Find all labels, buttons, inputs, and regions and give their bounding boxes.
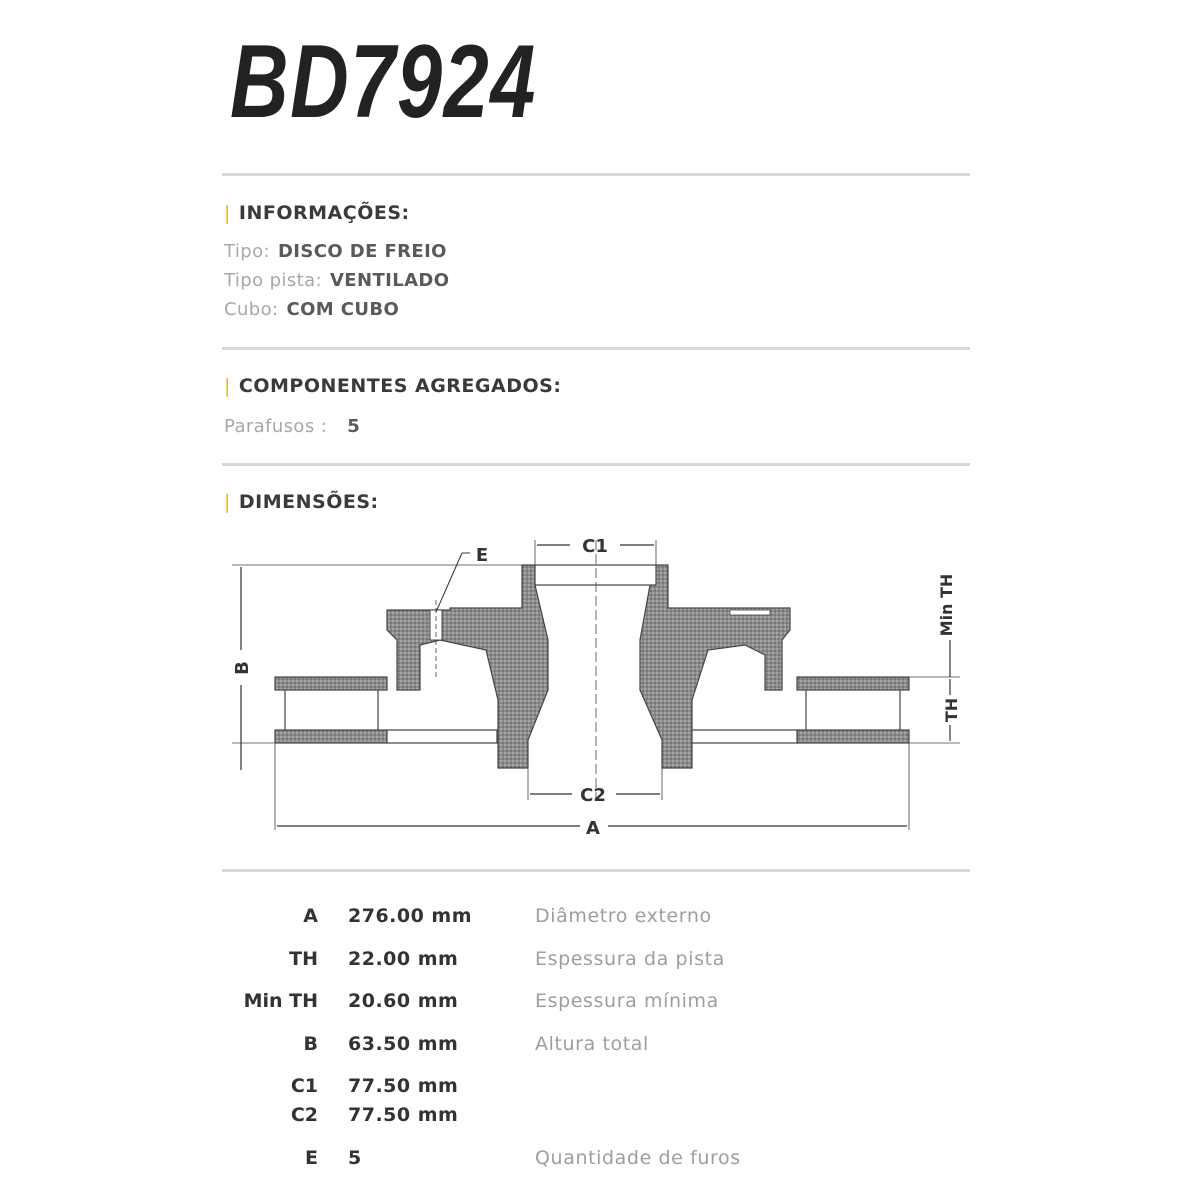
dim-key: Min TH [243, 990, 318, 1012]
info-value: COM CUBO [286, 299, 400, 320]
info-row-cubo [224, 299, 399, 320]
dim-key: C2 [290, 1104, 318, 1126]
dim-value: 63.50 mm [348, 1033, 459, 1055]
dim-desc: Quantidade de furos [535, 1147, 741, 1169]
dim-key: E [305, 1147, 318, 1169]
divider [222, 173, 970, 176]
divider [222, 463, 970, 466]
divider [222, 869, 970, 872]
components-value: 5 [347, 416, 361, 437]
info-label: Tipo pista: [224, 270, 322, 291]
brake-disc-diagram [222, 530, 970, 850]
info-value: DISCO DE FREIO [277, 241, 447, 262]
left-top-plate [275, 677, 387, 690]
label-b: B [232, 661, 253, 675]
divider [222, 347, 970, 350]
info-row-tipo [224, 241, 447, 262]
dimensions-heading: | DIMENSÕES: [224, 491, 379, 513]
label-e: E [475, 545, 489, 566]
dim-key: A [303, 905, 318, 927]
dim-value: 22.00 mm [348, 948, 459, 970]
components-heading: | COMPONENTES AGREGADOS: [224, 375, 562, 397]
label-c1: C1 [582, 536, 608, 557]
dim-value: 20.60 mm [348, 990, 459, 1012]
dim-value: 77.50 mm [348, 1075, 459, 1097]
components-label: Parafusos : [224, 416, 328, 437]
label-c2: C2 [580, 785, 606, 806]
left-bottom-plate [275, 730, 387, 743]
info-heading: | INFORMAÇÕES: [224, 202, 410, 224]
dim-key: B [303, 1033, 318, 1055]
dim-key: C1 [290, 1075, 318, 1097]
info-label: Cubo: [224, 299, 279, 320]
dim-desc: Espessura mínima [535, 990, 719, 1012]
components-row-parafusos [224, 416, 360, 437]
info-row-tipo-pista [224, 270, 449, 291]
info-value: VENTILADO [329, 270, 450, 291]
dim-value: 276.00 mm [348, 905, 473, 927]
dim-desc: Altura total [535, 1033, 649, 1055]
info-label: Tipo: [224, 241, 270, 262]
components-heading-label: COMPONENTES AGREGADOS: [238, 375, 562, 397]
right-top-plate [797, 677, 909, 690]
label-th: TH [942, 697, 961, 723]
dim-key: TH [289, 948, 318, 970]
label-a: A [586, 818, 600, 839]
dimensions-heading-label: DIMENSÕES: [238, 491, 379, 513]
dim-value: 5 [348, 1147, 362, 1169]
dim-desc: Diâmetro externo [535, 905, 712, 927]
info-heading-label: INFORMAÇÕES: [238, 202, 410, 224]
dim-value: 77.50 mm [348, 1104, 459, 1126]
label-min-th: Min TH [937, 573, 956, 637]
dim-desc: Espessura da pista [535, 948, 725, 970]
product-code-title: BD7924 [230, 24, 537, 140]
right-bottom-plate [797, 730, 909, 743]
